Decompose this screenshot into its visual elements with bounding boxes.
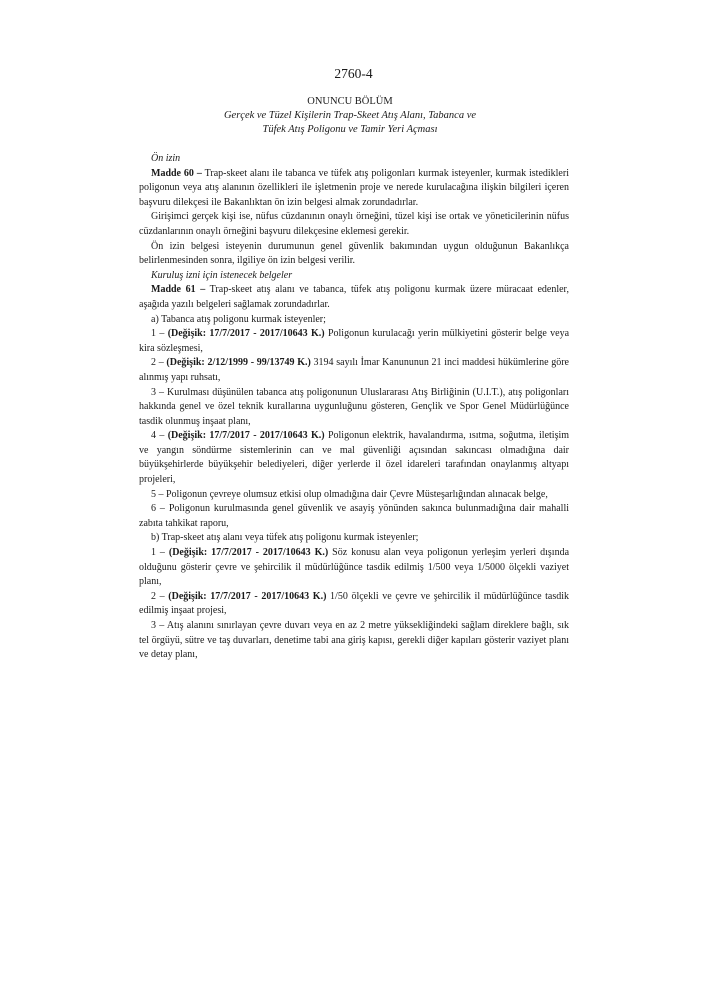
document-body <box>139 152 569 663</box>
chapter-title: ONUNCU BÖLÜM <box>307 96 393 107</box>
list-item-b3: 3 – Atış alanını sınırlayan çevre duvarı veya en az 2 metre yüksekliğindeki sağlam direklere bağlı, sık tel örgüyü, sütre ve taş duvarları, denetime tabi ana giriş kapısı, gerekli diğer kapıları gösterir vaziyet planı ve detay planı, <box>139 620 569 661</box>
item-number: 1 – <box>151 328 165 340</box>
article-60-text: Trap-skeet alanı ile tabanca ve tüfek atış poligonları kurmak isteyenler, kurmak istedikleri poligonun veya atış alanının özellikleri ile işletmenin proje ve nerede kurulacağına ilişkin bilgileri içeren başvuru dilekçesi ile Bakanlıktan ön izin belgesi almak zorundadırlar. <box>139 167 569 208</box>
amendment-note: (Değişik: 2/12/1999 - 99/13749 K.) <box>166 357 311 369</box>
article-60-label: Madde 60 – <box>151 167 202 179</box>
list-heading-a: a) Tabanca atış poligonu kurmak isteyenler; <box>151 313 326 325</box>
paragraph: Girişimci gerçek kişi ise, nüfus cüzdanının onaylı örneğini, tüzel kişi ise ortak ve yöneticilerinin nüfus cüzdanlarının onaylı örneğini başvuru dilekçesine eklemesi gerekir. <box>139 211 569 237</box>
amendment-note: (Değişik: 17/7/2017 - 2017/10643 K.) <box>168 547 329 559</box>
list-item-a2 <box>139 356 569 385</box>
amendment-note: (Değişik: 17/7/2017 - 2017/10643 K.) <box>167 328 325 340</box>
item-text: Söz konusu alan veya poligonun yerleşim yerleri dışında olduğunu gösterir çevre ve şehircilik il müdürlüğünce tasdik edilmiş 1/500 veya 1/5000 ölçekli vaziyet planı, <box>139 547 570 588</box>
article-61 <box>139 283 569 312</box>
section-title-kurulus-izni: Kuruluş izni için istenecek belgeler <box>151 269 293 281</box>
list-item-b1 <box>139 546 569 590</box>
list-item-a6: 6 – Poligonun kurulmasında genel güvenlik ve asayiş yönünden sakınca bulunmadığına dair mahalli zabıta tahkikat raporu, <box>139 503 569 529</box>
item-number: 2 – <box>151 357 164 369</box>
list-item-a1 <box>139 327 569 356</box>
amendment-note: (Değişik: 17/7/2017 - 2017/10643 K.) <box>168 590 327 602</box>
chapter-heading <box>150 95 550 137</box>
list-item-b2 <box>139 590 569 619</box>
list-item-a4 <box>139 429 569 487</box>
article-61-label: Madde 61 – <box>151 284 206 296</box>
paragraph: Ön izin belgesi isteyenin durumunun genel güvenlik bakımından uygun olduğunun Bakanlıkça belirlenmesinden sonra, ilgiliye ön izin belgesi verilir. <box>139 240 569 267</box>
item-number: 2 – <box>151 590 165 602</box>
page-number: 2760-4 <box>334 66 373 81</box>
amendment-note: (Değişik: 17/7/2017 - 2017/10643 K.) <box>167 430 325 442</box>
list-item-a3: 3 – Kurulması düşünülen tabanca atış poligonunun Uluslararası Atış Birliğinin (U.I.T.), atış poligonları hakkında genel ve özel teknik kurallarına uygunluğunu gösteren, Gençlik ve Spor Genel Müdürlüğünce tasdik olunmuş inşaat planı, <box>139 386 569 427</box>
item-number: 4 – <box>151 430 165 442</box>
item-text: 3194 sayılı İmar Kanununun 21 inci maddesi hükümlerine göre alınmış yapı ruhsatı, <box>139 357 569 383</box>
section-title-on-izin: Ön izin <box>151 153 181 164</box>
chapter-subtitle-line-1: Gerçek ve Tüzel Kişilerin Trap-Skeet Atış Alanı, Tabanca ve <box>223 110 477 121</box>
article-61-text: Trap-skeet atış alanı ve tabanca, tüfek atış poligonu kurmak üzere müracaat edenler, aşağıda yazılı belgeleri sağlamak zorundadırlar. <box>139 284 569 310</box>
chapter-subtitle-line-2: Tüfek Atış Poligonu ve Tamir Yeri Açması <box>262 124 438 135</box>
item-text: 1/50 ölçekli ve çevre ve şehircilik il müdürlüğünce tasdik edilmiş inşaat projesi, <box>139 590 570 617</box>
item-text: Poligonun elektrik, havalandırma, ısıtma, soğutma, iletişim ve yangın söndürme sistemlerinin can ve mal güvenliği açısından sakıncası olmadığına dair büyükşehirlerde büyükşehir belediyeleri, diğer yerlerde il özel idareleri tarafından onaylanmış altyapı projeleri, <box>139 430 570 486</box>
item-number: 1 – <box>151 547 165 559</box>
list-item-a5: 5 – Poligonun çevreye olumsuz etkisi olup olmadığına dair Çevre Müsteşarlığından alınacak belge, <box>151 488 548 500</box>
item-text: Poligonun kurulacağı yerin mülkiyetini gösterir belge veya kira sözleşmesi, <box>139 328 570 354</box>
list-heading-b: b) Trap-skeet atış alanı veya tüfek atış poligonu kurmak isteyenler; <box>151 532 419 544</box>
article-60 <box>139 167 569 211</box>
